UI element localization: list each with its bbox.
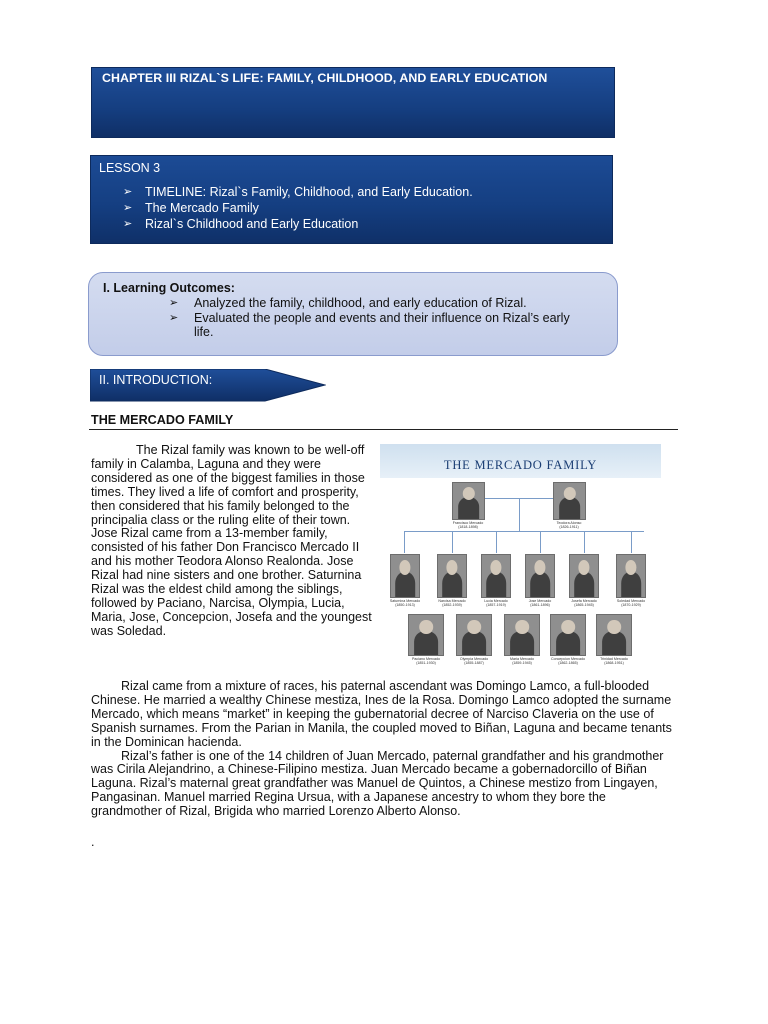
child-caption: Paciano Mercado (1851-1930) bbox=[412, 657, 440, 666]
child-caption: Narcisa Mercado (1852-1939) bbox=[438, 599, 466, 608]
arrow-bullet-icon: ➢ bbox=[169, 297, 179, 309]
body-paragraphs bbox=[91, 680, 678, 819]
ancestry-paragraph: Rizal came from a mixture of races, his paternal ascendant was Domingo Lamco, a full-blooded Chinese. He married a wealthy Chinese mestiza, Ines de la Rosa. Domingo Lamco adopted the surname Mercado, which means “market” in keeping the gubernatorial decree of Narciso Claveria on the use of Spanish surnames. From the Parian in Manila, the coupled moved to Biñan, Laguna and became tenants in the Dominican hacienda. bbox=[91, 679, 672, 749]
child-caption: Maria Mercado (1859-1945) bbox=[510, 657, 534, 666]
introduction-label: II. INTRODUCTION: bbox=[99, 373, 213, 387]
child-caption: Trinidad Mercado (1868-1951) bbox=[600, 657, 628, 666]
child-photo bbox=[616, 554, 646, 598]
arrow-bullet-icon: ➢ bbox=[123, 186, 133, 198]
grandparents-paragraph: Rizal’s father is one of the 14 children of Juan Mercado, paternal grandfather and his grandmother was Cirila Alejandrino, a Chinese-Filipino mestiza. Juan Mercado became a gobernadorcillo of Biñan Laguna. Rizal’s maternal great grandfather was Manuel de Quintos, a Chinese mestizo from Lingayen, Pangasinan. Manuel married Regina Ursua, with a Japanese ancestry to whom they bore the grandmother of Rizal, Brigida who married Lorenzo Alberto Alonso. bbox=[91, 748, 664, 819]
learning-outcome-text: Analyzed the family, childhood, and early education of Rizal. bbox=[194, 296, 527, 310]
child-photo bbox=[504, 614, 540, 656]
lesson-topic-list bbox=[123, 184, 473, 232]
child-caption: Olympia Mercado (1855-1887) bbox=[459, 657, 489, 666]
lesson-title: LESSON 3 bbox=[99, 161, 161, 175]
learning-outcome-item bbox=[169, 311, 589, 340]
child-photo bbox=[481, 554, 511, 598]
family-tree-figure bbox=[380, 444, 661, 670]
child-caption: Josefa Mercado (1865-1945) bbox=[571, 599, 597, 608]
chapter-title: CHAPTER III RIZAL`S LIFE: FAMILY, CHILDHOOD, AND EARLY EDUCATION bbox=[102, 71, 548, 85]
arrow-bullet-icon: ➢ bbox=[123, 218, 133, 230]
child-photo bbox=[569, 554, 599, 598]
tree-connector-line bbox=[452, 531, 453, 553]
tree-connector-line bbox=[631, 531, 632, 553]
parent-caption: Teodora Alonso (1826-1911) bbox=[556, 521, 582, 530]
tree-connector-line bbox=[496, 531, 497, 553]
child-photo bbox=[596, 614, 632, 656]
intro-paragraph: The Rizal family was known to be well-off family in Calamba, Laguna and they were considered as one of the biggest families in those times. They lived a life of comfort and prosperity, then considered that his family belonged to the principalia class or the ruling elite of their town. Jose Rizal came from a 13-member family, consisted of his father Don Francisco Mercado II and his mother Teodora Alonso Realonda. Jose Rizal had nine sisters and one brother. Saturnina Rizal was the eldest child among the siblings, followed by Paciano, Narcisa, Olympia, Lucia, Maria, Jose, Concepcion, Josefa and the youngest was Soledad. bbox=[91, 443, 372, 638]
tree-connector-line bbox=[584, 531, 585, 553]
parent-caption: Francisco Mercado (1818-1898) bbox=[452, 521, 484, 530]
learning-outcomes-list bbox=[169, 296, 589, 340]
arrow-bullet-icon: ➢ bbox=[123, 202, 133, 214]
child-photo bbox=[390, 554, 420, 598]
parent-photo bbox=[553, 482, 586, 520]
tree-connector-line bbox=[540, 531, 541, 553]
child-caption: Lucia Mercado (1857-1919) bbox=[484, 599, 508, 608]
learning-outcomes-box bbox=[88, 272, 618, 356]
child-caption: Jose Mercado (1861-1896) bbox=[528, 599, 552, 608]
child-photo bbox=[525, 554, 555, 598]
trailing-period: . bbox=[91, 835, 95, 849]
lesson-topic-text: TIMELINE: Rizal`s Family, Childhood, and Early Education. bbox=[145, 185, 473, 199]
tree-connector-line bbox=[519, 498, 520, 531]
lesson-topic-item bbox=[123, 216, 473, 232]
learning-outcomes-title: I. Learning Outcomes: bbox=[103, 281, 235, 295]
child-photo bbox=[456, 614, 492, 656]
child-caption: Concepcion Mercado (1862-1865) bbox=[551, 657, 585, 666]
lesson-topic-item bbox=[123, 200, 473, 216]
lesson-topic-item bbox=[123, 184, 473, 200]
child-caption: Saturnina Mercado (1850-1913) bbox=[389, 599, 421, 608]
child-caption: Soledad Mercado (1870-1929) bbox=[616, 599, 646, 608]
chapter-header-box bbox=[91, 67, 615, 138]
section-heading: THE MERCADO FAMILY bbox=[91, 413, 234, 427]
child-photo bbox=[550, 614, 586, 656]
figure-title: THE MERCADO FAMILY bbox=[443, 458, 598, 472]
lesson-topic-text: The Mercado Family bbox=[145, 201, 259, 215]
lesson-topic-text: Rizal`s Childhood and Early Education bbox=[145, 217, 359, 231]
tree-connector-line bbox=[404, 531, 405, 553]
parent-photo bbox=[452, 482, 485, 520]
section-divider bbox=[89, 429, 678, 430]
child-photo bbox=[437, 554, 467, 598]
learning-outcome-text: Evaluated the people and events and their influence on Rizal’s early life. bbox=[194, 310, 570, 339]
tree-connector-line bbox=[404, 531, 644, 532]
learning-outcome-item bbox=[169, 296, 589, 311]
child-photo bbox=[408, 614, 444, 656]
lesson-box bbox=[90, 155, 613, 244]
arrow-bullet-icon: ➢ bbox=[169, 311, 179, 324]
